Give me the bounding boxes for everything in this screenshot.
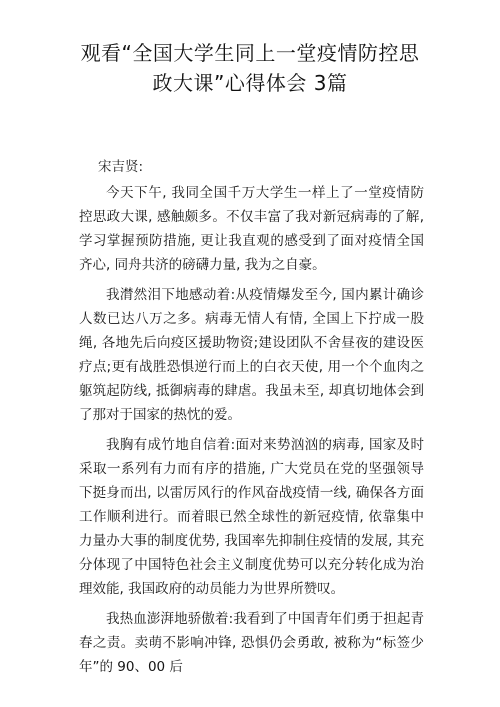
paragraph-3: 我胸有成竹地自信着:面对来势汹汹的病毒, 国家及时采取一系列有力而有序的措施, 广大党员在党的坚强领导下挺身而出, 以雷厉风行的作风奋战疫情一线, 确保各方面工作顺利进行。而着眼已然全球性的新冠疫情, 依靠集中力量办大事的制度优势, 我国率先抑制住疫情的发展, 其充分体现了中国特色社会主义制度优势可以充分转化成为治理效能, 我国政府的动员能力为世界所赞叹。 xyxy=(79,437,424,597)
author-line: 宋吉贤: xyxy=(98,159,144,175)
paragraph-4: 我热血澎湃地骄傲着:我看到了中国青年们勇于担起青春之责。卖萌不影响冲锋, 恐惧仍会勇敢, 被称为“标签少年”的 90、00 后 xyxy=(79,611,424,675)
document-title xyxy=(60,38,440,98)
title-line-1: 观看“全国大学生同上一堂疫情防控思 xyxy=(80,41,420,65)
paragraph-1: 今天下午, 我同全国千万大学生一样上了一堂疫情防控思政大课, 感触颇多。不仅丰富了我对新冠病毒的了解, 学习掌握预防措施, 更让我直观的感受到了面对疫情全国齐心, 同舟共济的磅礴力量, 我为之自豪。 xyxy=(79,185,424,273)
title-line-2: 政大课”心得体会 3篇 xyxy=(152,71,348,95)
body-text xyxy=(79,181,424,685)
paragraph-2: 我潸然泪下地感动着:从疫情爆发至今, 国内累计确诊人数已达八万之多。病毒无情人有情, 全国上下拧成一股绳, 各地先后向疫区援助物资;建设团队不舍昼夜的建设医疗点;更有战胜恐惧逆行而上的白衣天使, 用一个个血肉之躯筑起防线, 抵御病毒的肆虐。我虽未至, 却真切地体会到了那对于国家的热忱的爱。 xyxy=(79,287,424,423)
